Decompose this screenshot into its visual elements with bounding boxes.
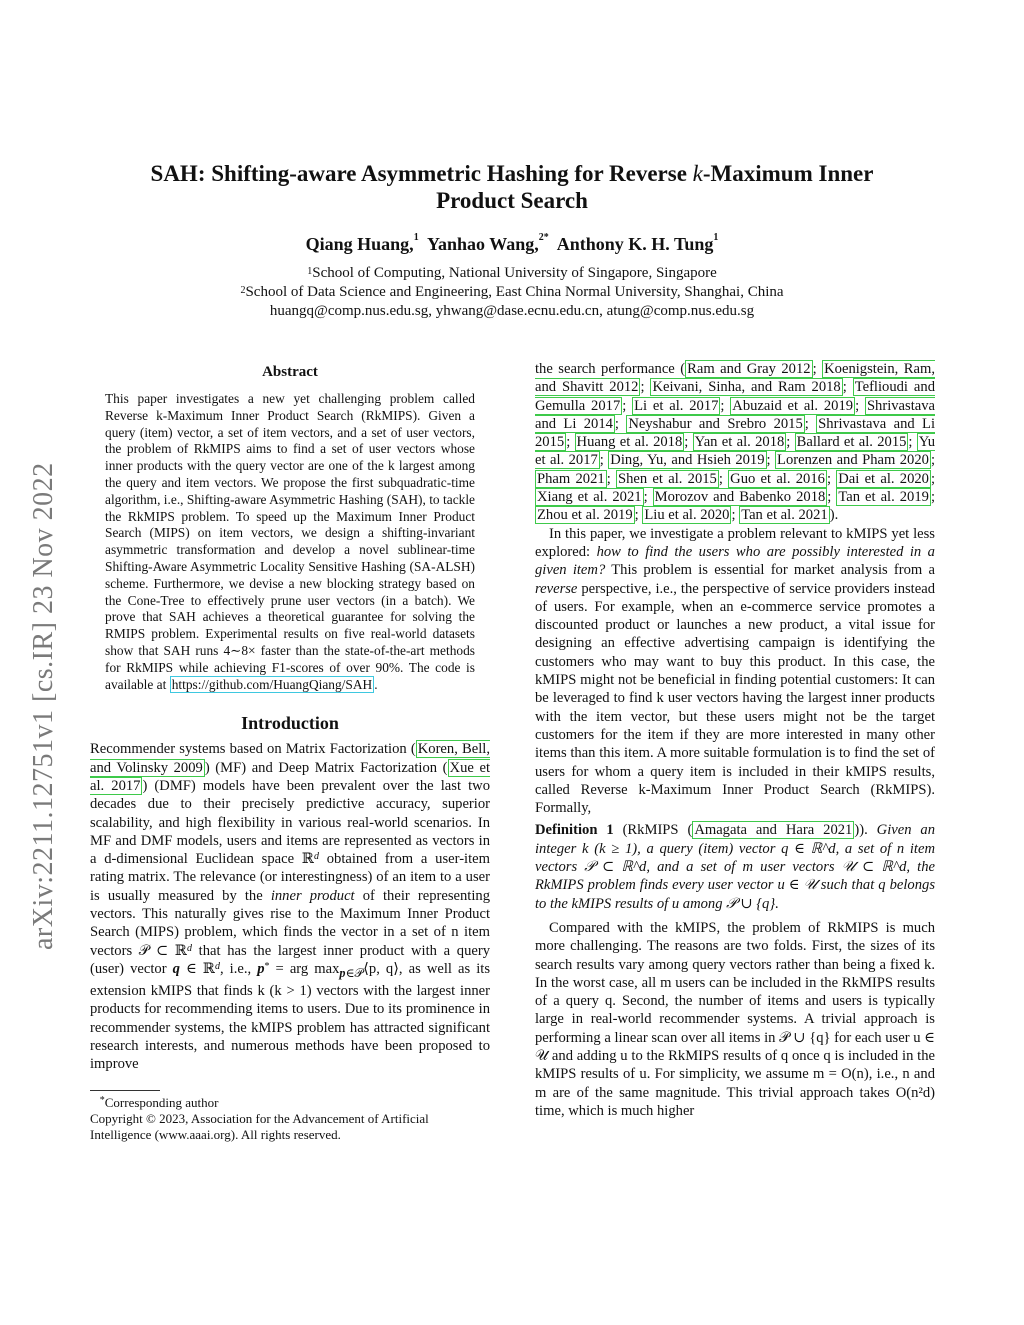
code-link[interactable]: https://github.com/HuangQiang/SAH [171, 676, 373, 692]
citation-link[interactable]: Teflioudi and Gemulla 2017 [535, 379, 935, 414]
motivation-paragraph: In this paper, we investigate a problem relevant to kMIPS yet less explored: how to find the users who are possibly interested in a given item? This problem is essential for market analysis from a reverse perspective, i.e., the perspective of service providers instead of users. For example, when an e-commerce service promotes a discounted product or launches a new product, a vital issue for designing an effective advertising campaign is identifying the customers who may want to buy this product. In this case, the kMIPS might not be beneficial in finding potential customers: It can be leveraged to find k user vectors having the largest inner products with the item vector, but these users might not be the target customers for the item if they are more interested in many other items than this item. A more suitable formulation is to find the set of users for whom a query item is included in their kMIPS results, called Reverse k-Maximum Inner Product Search (RkMIPS). Formally, [535, 525, 935, 817]
citation-link[interactable]: Ballard et al. 2015 [796, 434, 907, 451]
abstract-heading: Abstract [262, 364, 318, 380]
citation-link[interactable]: Pham 2021 [537, 470, 605, 487]
citation-link[interactable]: Yu et al. 2017 [535, 434, 935, 469]
definition-1: Definition 1 (RkMIPS ( Amagata and Hara 2021 )). Given an integer k (k ≥ 1), a query (item) vector q ∈ ℝ^d, a set of n item vectors 𝒫 ⊂ ℝ^d, and a set of m user vectors 𝒰 ⊂ ℝ^d, the RkMIPS problem finds every user vector u ∈ 𝒰 such that q belongs to the kMIPS results of u among 𝒫 ∪ {q}. [535, 822, 936, 912]
citation-link[interactable]: Dai et al. 2020 [838, 470, 929, 487]
citation-link[interactable]: Ding, Yu, and Hsieh 2019 [610, 452, 765, 469]
citation-link[interactable]: Liu et al. 2020 [644, 507, 730, 524]
citation-link[interactable]: Keivani, Sinha, and Ram 2018 [652, 379, 841, 396]
author-list [90, 234, 934, 255]
related-work-citations: the search performance ( Ram and Gray 2012 ; Koenigstein, Ram, and Shavitt 2012 ; Keivani, Sinha, and Ram 2018 ; Teflioudi and Gemulla 2017 ; Li et al. 2017 ; Abuzaid et al. 2019 ; Shrivastava and Li 2014 ; Neyshabur and Srebro 2015 ; Shrivastava and Li 2015 ; Huang et al. 2018 ; Yan et al. 2018 ; Ballard et al. 2015 ; Yu et al. 2017 ; Ding, Yu, and Hsieh 2019 ; Lorenzen and Pham 2020 ; Pham 2021 ; Shen et al. 2015 ; Guo et al. 2016 ; Dai et al. 2020 ; Xiang et al. 2021 ; Morozov and Babenko 2018 ; Tan et al. 2019 ; Zhou et al. 2019 ; Liu et al. 2020 ; Tan et al. 2021 ). [535, 361, 936, 524]
author: Anthony K. H. Tung$^1$ [556, 232, 719, 254]
citation-link[interactable]: Koenigstein, Ram, and Shavitt 2012 [535, 361, 935, 396]
citation-link[interactable]: Abuzaid et al. 2019 [732, 397, 854, 414]
footnote-copyright: Copyright © 2023, Association for the Advancement of Artificial Intelligence (www.aaai.org). All rights reserved. [90, 1110, 429, 1142]
challenge-paragraph: Compared with the kMIPS, the problem of RkMIPS is much more challenging. The reasons are two folds. First, the sizes of its search results vary among query vectors rather than being a fixed k. In the worst case, all m users can be included in the RkMIPS results of a query q. Second, the number of items and users is typically large in real-world recommender systems. A trivial approach is performing a linear scan over all items in 𝒫 ∪ {q} for each user u ∈ 𝒰 and adding u to the RkMIPS results of q once q is included in the kMIPS results of u. For simplicity, we assume m = O(n), i.e., n and m are of the same magnitude. This trivial approach takes O(n²d) time, which is much higher [535, 919, 935, 1119]
citation-link[interactable]: Koren, Bell, and Volinsky 2009 [90, 741, 490, 776]
citation-link[interactable]: Lorenzen and Pham 2020 [777, 452, 929, 469]
citation-link[interactable]: Tan et al. 2021 [741, 507, 828, 524]
author: Yanhao Wang,$^{2*}$ [427, 232, 549, 254]
citation-link[interactable]: Shrivastava and Li 2014 [535, 397, 936, 432]
citation-link[interactable]: Xue et al. 2017 [90, 759, 490, 794]
footnote-rule [90, 1090, 160, 1091]
citation-link[interactable]: Li et al. 2017 [634, 397, 719, 414]
paper-title: SAH: Shifting-aware Asymmetric Hashing for Reverse k-Maximum Inner Product Search [150, 161, 874, 213]
citation-link[interactable]: Xiang et al. 2021 [537, 489, 642, 506]
citation-link[interactable]: Tan et al. 2019 [838, 489, 929, 506]
citation-link[interactable]: Shen et al. 2015 [618, 470, 717, 487]
arxiv-id: arXiv:2211.12751v1 [cs.IR] 23 Nov 2022 [28, 462, 59, 950]
citation-link[interactable]: Yan et al. 2018 [694, 434, 785, 451]
author: Qiang Huang,$^1$ [305, 232, 419, 254]
citation-link[interactable]: Morozov and Babenko 2018 [654, 489, 826, 506]
affiliation: $^1$School of Computing, National University of Singapore, Singapore [307, 265, 717, 281]
intro-paragraph: Recommender systems based on Matrix Factorization ( Koren, Bell, and Volinsky 2009 ) (MF) and Deep Matrix Factorization ( Xue et al. 2017 ) (DMF) models have been prevalent over the last two decades due to their precisely predictive accuracy, superior scalability, and high flexibility in various real-world scenarios. In MF and DMF models, users and items are represented as vectors in a d-dimensional Euclidean space ℝ$^d$ obtained from a user-item rating matrix. The relevance (or interestingness) of an item to a user is usually measured by the inner product of their representing vectors. This naturally gives rise to the Maximum Inner Product Search (MIPS) problem, which finds the vector in a set of n item vectors 𝒫 ⊂ ℝ$^d$ that has the largest inner product with a query (user) vector q ∈ ℝ$^d$, i.e., p* = arg $\max_{p\in 𝒫}⟨p$, q⟩, as well as its extension kMIPS that finds k (k > 1) vectors with the largest inner products for recommending items to users. Due to its prominence in recommender systems, the kMIPS problem has attracted significant research interests, and numerous methods have been proposed to improve [90, 741, 490, 1073]
citation-link[interactable]: Shrivastava and Li 2015 [535, 415, 935, 451]
abstract-body: This paper investigates a new yet challenging problem called Reverse k-Maximum Inner Product Search (RkMIPS). Given a query (item) vector, a set of item vectors, and a set of user vectors, the problem of RkMIPS aims to find a set of user vectors whose inner products with the query vector are one of the k largest among the query and item vectors. We propose the first subquadratic-time algorithm, i.e., Shifting-aware Asymmetric Hashing (SAH), to tackle the RkMIPS problem. To speed up the Maximum Inner Product Search (MIPS) on item vectors, we design a shifting-invariant asymmetric transformation and develop a novel sublinear-time Shifting-Aware Asymmetric Locality Sensitive Hashing (SA-ALSH) scheme. Furthermore, we devise a new blocking strategy based on the Cone-Tree to effectively prune user vectors (in a batch). We prove that SAH achieves a theoretical guarantee for solving the RMIPS problem. Experimental results on five real-world datasets show that SAH runs 4∼8× faster than the state-of-the-art methods for RkMIPS while achieving F1-scores of over 90%. The code is available at https://github.com/HuangQiang/SAH . [105, 391, 475, 692]
footnote-corresponding: *Corresponding author [99, 1094, 219, 1110]
citation-link[interactable]: Neyshabur and Srebro 2015 [628, 415, 803, 432]
citation-link[interactable]: Ram and Gray 2012 [687, 361, 811, 377]
citation-link[interactable]: Guo et al. 2016 [730, 470, 825, 487]
citation-link[interactable]: Zhou et al. 2019 [537, 507, 633, 524]
right-column [535, 360, 935, 1120]
author-emails: huangq@comp.nus.edu.sg, yhwang@dase.ecnu.edu.cn, atung@comp.nus.edu.sg [269, 303, 755, 319]
affiliation: $^2$School of Data Science and Engineering, East China Normal University, Shanghai, China [240, 284, 784, 300]
citation-link[interactable]: Amagata and Hara 2021 [694, 822, 853, 839]
left-column [90, 360, 490, 1143]
arxiv-stamp [8, 330, 59, 950]
citation-link[interactable]: Huang et al. 2018 [576, 434, 683, 451]
introduction-heading: Introduction [241, 713, 339, 734]
